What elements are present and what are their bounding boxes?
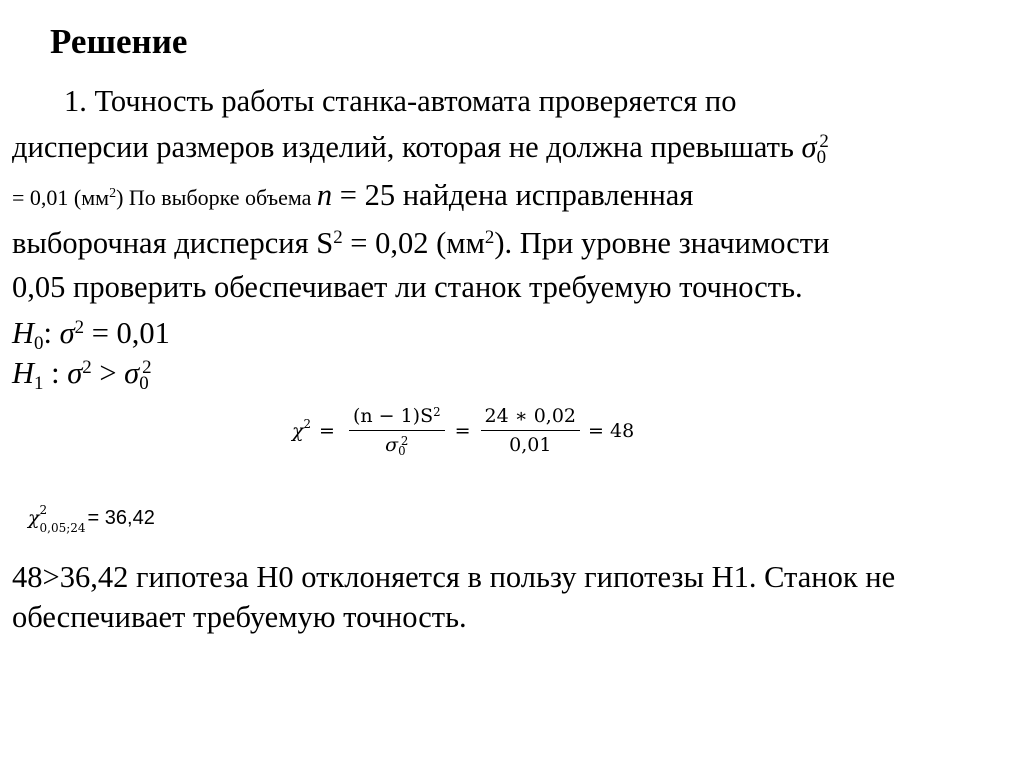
hypothesis-h0: [12, 316, 170, 354]
chi-square-formula: [292, 405, 634, 456]
numerator: 24 ∗ 0,02: [481, 405, 580, 431]
conclusion-line-1: 48>36,42 гипотеза Н0 отклоняется в пользу гипотезы Н1. Станок не: [12, 560, 896, 594]
greater-than: >: [91, 356, 125, 390]
problem-line-3: [12, 180, 693, 211]
denominator: 0,01: [509, 434, 552, 456]
page-title: Решение: [50, 22, 188, 61]
problem-line-1: 1. Точность работы станка-автомата проверяется по: [64, 84, 737, 118]
problem-line-2: [12, 130, 829, 168]
h0-value: = 0,01: [84, 316, 170, 350]
subscript: 0: [34, 332, 44, 354]
h-symbol: H: [12, 316, 35, 350]
subscript: 1: [34, 372, 44, 394]
chi-symbol: χ: [28, 507, 40, 529]
fraction-general: [349, 405, 445, 456]
critical-value-text: = 36,42: [87, 507, 155, 529]
superscript: 2: [433, 404, 441, 419]
superscript: 2: [39, 503, 48, 517]
n-variable: n: [316, 178, 333, 212]
subscript: 0: [398, 443, 406, 458]
colon: :: [43, 316, 60, 350]
equals-sign: =: [454, 419, 471, 442]
superscript: 2: [400, 433, 409, 448]
sigma-symbol: σ: [124, 356, 140, 390]
sigma-symbol: σ: [59, 316, 75, 350]
superscript: 2: [333, 226, 343, 248]
numerator: [349, 405, 445, 431]
subscript: 0: [139, 372, 149, 394]
superscript: 2: [109, 186, 117, 202]
subscript: 0,05;24: [39, 521, 86, 535]
superscript: 2: [82, 356, 92, 378]
conclusion-line-2: обеспечивает требуемую точность.: [12, 600, 467, 634]
denominator: [381, 431, 412, 456]
problem-text: ). При уровне значимости: [494, 226, 830, 260]
equals-sign: =: [319, 419, 335, 442]
problem-line-5: 0,05 проверить обеспечивает ли станок требуемую точность.: [12, 270, 803, 304]
superscript: 2: [74, 316, 85, 338]
problem-text: ) По выборке объема: [116, 185, 317, 210]
superscript: 2: [484, 226, 495, 248]
sigma-symbol: σ: [67, 356, 83, 390]
problem-text: дисперсии размеров изделий, которая не должна превышать: [12, 130, 802, 164]
problem-line-4: [12, 228, 829, 259]
h-symbol: H: [12, 356, 35, 390]
superscript: 2: [819, 130, 829, 152]
problem-text: = 0,02 (мм: [342, 226, 485, 260]
superscript: 2: [142, 356, 152, 378]
numerator-text: (n − 1)S: [352, 405, 434, 427]
hypothesis-h1: [12, 356, 152, 394]
fraction-numeric: [481, 405, 580, 456]
colon: :: [43, 356, 68, 390]
superscript: 2: [303, 417, 312, 432]
problem-text: выборочная дисперсия S: [12, 226, 334, 260]
sub-superscript: [39, 503, 86, 544]
critical-value: [28, 503, 155, 538]
result: = 48: [588, 419, 635, 442]
chi-symbol: χ: [292, 419, 304, 442]
sigma-symbol: σ: [801, 130, 817, 164]
problem-text: = 25 найдена исправленная: [332, 178, 694, 212]
problem-text: = 0,01 (мм: [12, 185, 110, 210]
sigma-symbol: σ: [385, 434, 399, 456]
subscript: 0: [816, 146, 827, 168]
